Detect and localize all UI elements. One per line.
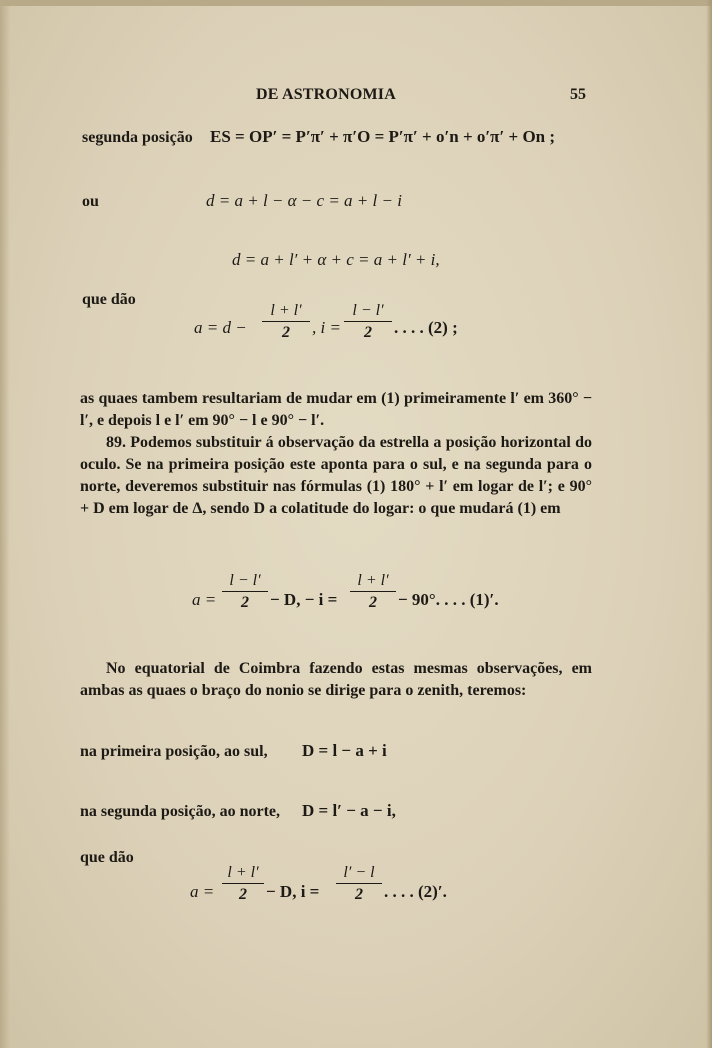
paragraph-coimbra: No equatorial de Coimbra fazendo estas mesmas observações, em ambas as quaes o braço do nonio se dirige para o zenith, teremos:	[80, 660, 592, 699]
paragraph-89: 89. Podemos substituir á observação da estrella a posição horizontal do oculo. Se na primeira posição este aponta para o sul, e na segunda para o norte, deveremos substituir nas fórmulas (1) 180° + l′ em logar de l′; e 90° + D em logar de Δ, sendo D a colatitude do logar: o que mudará (1) em	[80, 434, 592, 517]
line-que-dao-second: que dão	[80, 849, 134, 866]
line-segunda-posicao: na segunda posição, ao norte,	[80, 803, 281, 820]
equation-1b-mid: − D, − i =	[270, 590, 338, 609]
equation-d-first: d = a + l − α − c = a + l − i	[206, 191, 402, 210]
equation-d-south: D = l − a + i	[302, 741, 387, 760]
fraction-numerator: l + l′	[227, 864, 259, 881]
fraction-l-plus	[262, 302, 310, 342]
fraction-bar	[344, 321, 392, 322]
fraction-numerator: l − l′	[229, 572, 261, 589]
page-header	[0, 86, 712, 110]
fraction-2b-second	[336, 864, 382, 904]
page-right-edge	[706, 0, 712, 1048]
equation-d-second: d = a + l′ + α + c = a + l′ + i,	[232, 250, 440, 269]
fraction-bar	[222, 591, 268, 592]
equation-d-north: D = l′ − a − i,	[302, 801, 396, 820]
fraction-denominator: 2	[239, 886, 247, 903]
fraction-1b-second	[350, 572, 396, 612]
fraction-denominator: 2	[355, 886, 363, 903]
paragraph-resultariam: as quaes tambem resultariam de mudar em (1) primeiramente l′ em 360° − l′, e depois l e l′ em 90° − l e 90° − l′.	[80, 390, 592, 429]
line-primeira-posicao: na primeira posição, ao sul,	[80, 743, 268, 760]
equation-1b-a: a =	[192, 590, 217, 609]
fraction-l-minus	[344, 302, 392, 342]
fraction-numerator: l + l′	[270, 302, 302, 319]
equation-es: ES = OP′ = P′π′ + π′O = P′π′ + o′n + o′π′ + On ;	[210, 127, 556, 146]
fraction-denominator: 2	[369, 594, 377, 611]
page-number: 55	[570, 86, 586, 103]
fraction-2b-first	[222, 864, 264, 904]
fraction-denominator: 2	[241, 594, 249, 611]
page-top-edge	[0, 0, 712, 6]
line-segunda-label: segunda posição	[82, 129, 193, 146]
running-head: DE ASTRONOMIA	[256, 86, 396, 103]
fraction-denominator: 2	[364, 324, 372, 341]
line-que-dao-label: que dão	[82, 291, 136, 308]
equation-2-i: , i =	[312, 318, 341, 337]
equation-2b-mid: − D, i =	[266, 882, 320, 901]
fraction-numerator: l + l′	[357, 572, 389, 589]
fraction-1b-first	[222, 572, 268, 612]
equation-2b-tail: . . . . (2)′.	[384, 882, 447, 901]
fraction-denominator: 2	[282, 324, 290, 341]
fraction-numerator: l − l′	[352, 302, 384, 319]
fraction-bar	[222, 883, 264, 884]
fraction-numerator: l′ − l	[343, 864, 375, 881]
equation-1b-tail: − 90°. . . . (1)′.	[398, 590, 499, 609]
line-ou-label: ou	[82, 193, 99, 210]
fraction-bar	[350, 591, 396, 592]
equation-2-a: a = d −	[194, 318, 247, 337]
fraction-bar	[336, 883, 382, 884]
equation-2-label: . . . . (2) ;	[394, 318, 458, 337]
equation-2b-a: a =	[190, 882, 215, 901]
fraction-bar	[262, 321, 310, 322]
page-left-edge	[0, 0, 10, 1048]
